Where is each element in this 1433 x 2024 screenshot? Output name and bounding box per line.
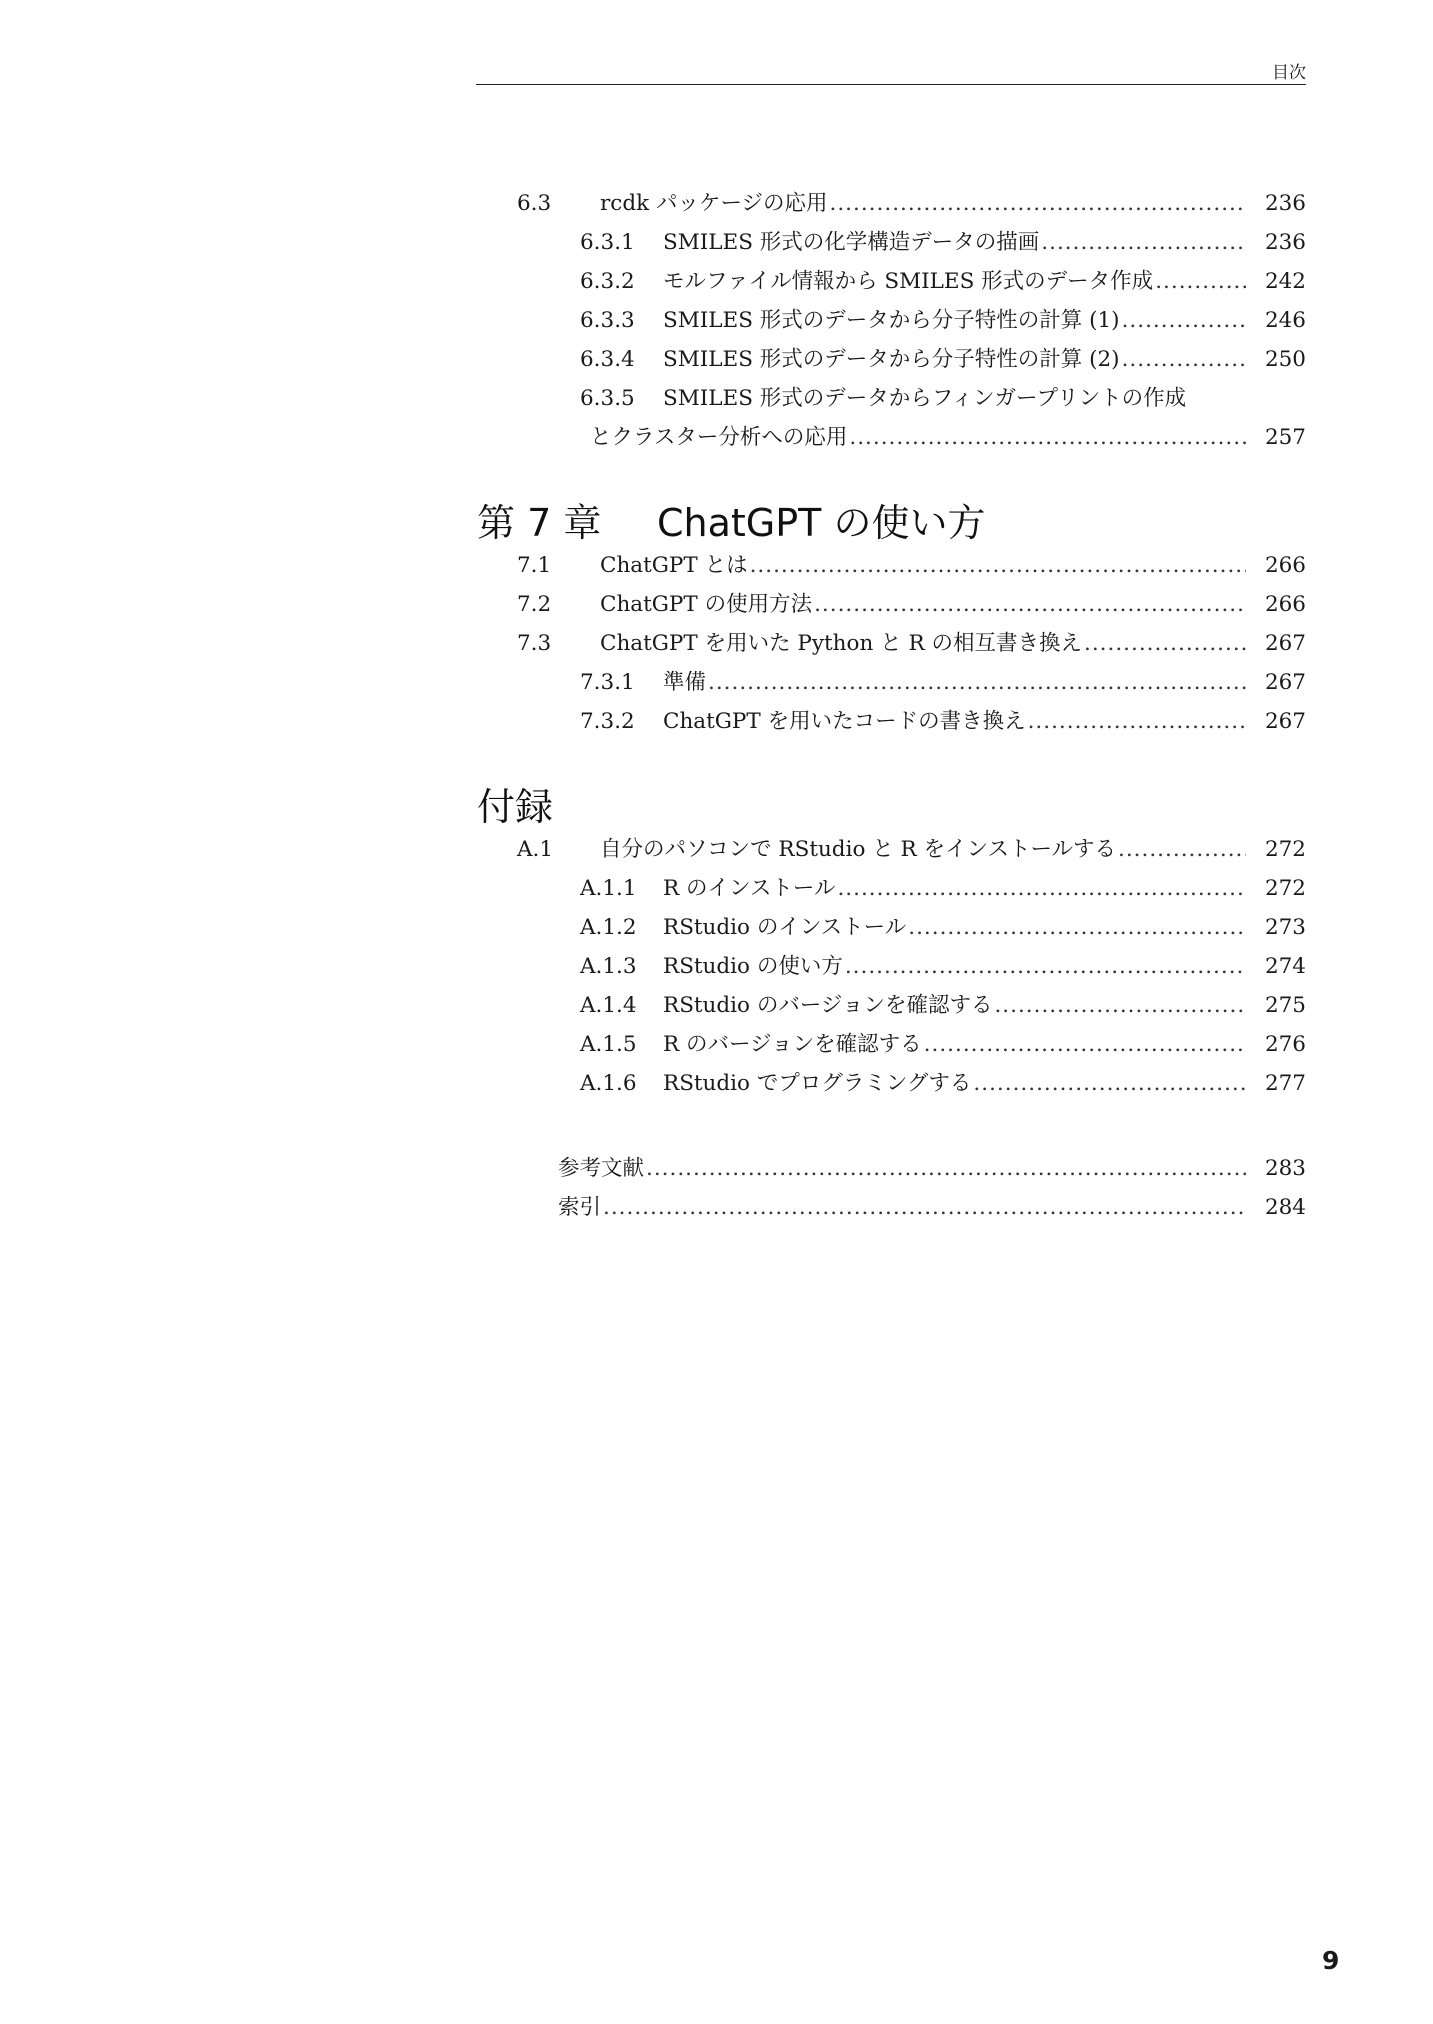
subsection-number: A.1.2 — [580, 915, 637, 940]
leader-dots — [973, 1066, 1246, 1102]
toc-entry-a-1-6[interactable] — [0, 1066, 1306, 1102]
page-ref: 242 — [1264, 269, 1306, 294]
leader-dots — [908, 910, 1246, 946]
section-number: 7.2 — [517, 592, 552, 617]
subsection-title: 準備 — [663, 670, 707, 695]
chapter-heading-7[interactable] — [477, 498, 986, 548]
chapter-label: 第 7 章 — [477, 501, 602, 545]
subsection-title: RStudio の使い方 — [663, 954, 843, 979]
page-ref: 257 — [1264, 425, 1306, 450]
subsection-title: R のバージョンを確認する — [663, 1032, 922, 1057]
leader-dots — [845, 949, 1246, 985]
toc-entry-a-1-4[interactable] — [0, 988, 1306, 1024]
page-ref: 236 — [1264, 191, 1306, 216]
section-number: 7.3 — [517, 631, 552, 656]
leader-dots — [1155, 264, 1246, 300]
section-number: A.1 — [517, 837, 554, 862]
subsection-number: 6.3.1 — [580, 230, 635, 255]
subsection-title-continued: とクラスター分析への応用 — [590, 425, 848, 450]
leader-dots — [924, 1027, 1246, 1063]
section-number: 6.3 — [517, 191, 552, 216]
toc-entry-references[interactable] — [0, 1151, 1306, 1187]
leader-dots — [814, 587, 1246, 623]
toc-entry-a-1-3[interactable] — [0, 949, 1306, 985]
toc-entry-a-1[interactable] — [0, 832, 1306, 868]
subsection-title: SMILES 形式のデータから分子特性の計算 (1) — [663, 308, 1120, 333]
page-ref: 272 — [1264, 876, 1306, 901]
leader-dots — [1028, 704, 1246, 740]
leader-dots — [837, 871, 1246, 907]
page-number: 9 — [1322, 1946, 1340, 1975]
section-title: 自分のパソコンで RStudio と R をインストールする — [600, 837, 1117, 862]
subsection-number: A.1.4 — [580, 993, 637, 1018]
toc-entry-6-3[interactable] — [0, 186, 1306, 222]
running-head — [476, 58, 1306, 85]
toc-entry-7-3-1[interactable] — [0, 665, 1306, 701]
toc-entry-a-1-1[interactable] — [0, 871, 1306, 907]
page-ref: 236 — [1264, 230, 1306, 255]
leader-dots — [1041, 225, 1246, 261]
references-title: 参考文献 — [558, 1156, 645, 1181]
leader-dots — [646, 1151, 1246, 1187]
leader-dots — [1118, 832, 1246, 868]
page-ref: 267 — [1264, 709, 1306, 734]
subsection-number: 6.3.5 — [580, 386, 635, 411]
leader-dots — [1122, 303, 1246, 339]
subsection-number: 6.3.2 — [580, 269, 635, 294]
subsection-title: R のインストール — [663, 876, 836, 901]
leader-dots — [830, 186, 1246, 222]
subsection-number: A.1.3 — [580, 954, 637, 979]
section-title: rcdk パッケージの応用 — [600, 191, 828, 216]
subsection-title: RStudio のバージョンを確認する — [663, 993, 993, 1018]
toc-entry-6-3-4[interactable] — [0, 342, 1306, 378]
page-ref: 277 — [1264, 1071, 1306, 1096]
leader-dots — [603, 1190, 1246, 1226]
toc-entry-6-3-5-cont[interactable] — [0, 420, 1306, 456]
section-title: ChatGPT とは — [600, 553, 748, 578]
chapter-title: ChatGPT の使い方 — [657, 501, 986, 545]
subsection-title: ChatGPT を用いたコードの書き換え — [663, 709, 1026, 734]
section-title: ChatGPT の使用方法 — [600, 592, 813, 617]
toc-entry-a-1-2[interactable] — [0, 910, 1306, 946]
toc-entry-7-3[interactable] — [0, 626, 1306, 662]
subsection-title: RStudio のインストール — [663, 915, 907, 940]
subsection-number: 6.3.4 — [580, 347, 635, 372]
page-ref: 266 — [1264, 592, 1306, 617]
section-number: 7.1 — [517, 553, 552, 578]
page-ref: 275 — [1264, 993, 1306, 1018]
leader-dots — [750, 548, 1246, 584]
subsection-title: SMILES 形式の化学構造データの描画 — [663, 230, 1040, 255]
running-head-title: 目次 — [1272, 63, 1306, 83]
leader-dots — [1122, 342, 1246, 378]
subsection-title: RStudio でプログラミングする — [663, 1071, 972, 1096]
subsection-title: SMILES 形式のデータからフィンガープリントの作成 — [663, 386, 1187, 411]
section-title: ChatGPT を用いた Python と R の相互書き換え — [600, 631, 1082, 656]
subsection-number: A.1.6 — [580, 1071, 637, 1096]
page-ref: 267 — [1264, 631, 1306, 656]
toc-entry-7-2[interactable] — [0, 587, 1306, 623]
subsection-number: A.1.1 — [580, 876, 637, 901]
appendix-label: 付録 — [477, 785, 554, 829]
page-ref: 273 — [1264, 915, 1306, 940]
appendix-heading[interactable] — [477, 782, 553, 832]
leader-dots — [1084, 626, 1246, 662]
page-ref: 266 — [1264, 553, 1306, 578]
subsection-title: SMILES 形式のデータから分子特性の計算 (2) — [663, 347, 1120, 372]
leader-dots — [708, 665, 1246, 701]
page-ref: 250 — [1264, 347, 1306, 372]
subsection-number: 7.3.1 — [580, 670, 635, 695]
toc-entry-6-3-3[interactable] — [0, 303, 1306, 339]
page-ref: 284 — [1264, 1195, 1306, 1220]
toc-entry-7-1[interactable] — [0, 548, 1306, 584]
page-ref: 267 — [1264, 670, 1306, 695]
page-ref: 276 — [1264, 1032, 1306, 1057]
toc-entry-index[interactable] — [0, 1190, 1306, 1226]
subsection-number: 6.3.3 — [580, 308, 635, 333]
page-ref: 246 — [1264, 308, 1306, 333]
page-ref: 274 — [1264, 954, 1306, 979]
toc-entry-6-3-1[interactable] — [0, 225, 1306, 261]
toc-entry-7-3-2[interactable] — [0, 704, 1306, 740]
subsection-number: A.1.5 — [580, 1032, 637, 1057]
subsection-number: 7.3.2 — [580, 709, 635, 734]
toc-entry-6-3-5[interactable] — [0, 381, 1306, 417]
page-ref: 283 — [1264, 1156, 1306, 1181]
toc-entry-6-3-2[interactable] — [0, 264, 1306, 300]
page-ref: 272 — [1264, 837, 1306, 862]
leader-dots — [994, 988, 1246, 1024]
subsection-title: モルファイル情報から SMILES 形式のデータ作成 — [663, 269, 1154, 294]
index-title: 索引 — [558, 1195, 602, 1220]
leader-dots — [849, 420, 1246, 456]
toc-entry-a-1-5[interactable] — [0, 1027, 1306, 1063]
